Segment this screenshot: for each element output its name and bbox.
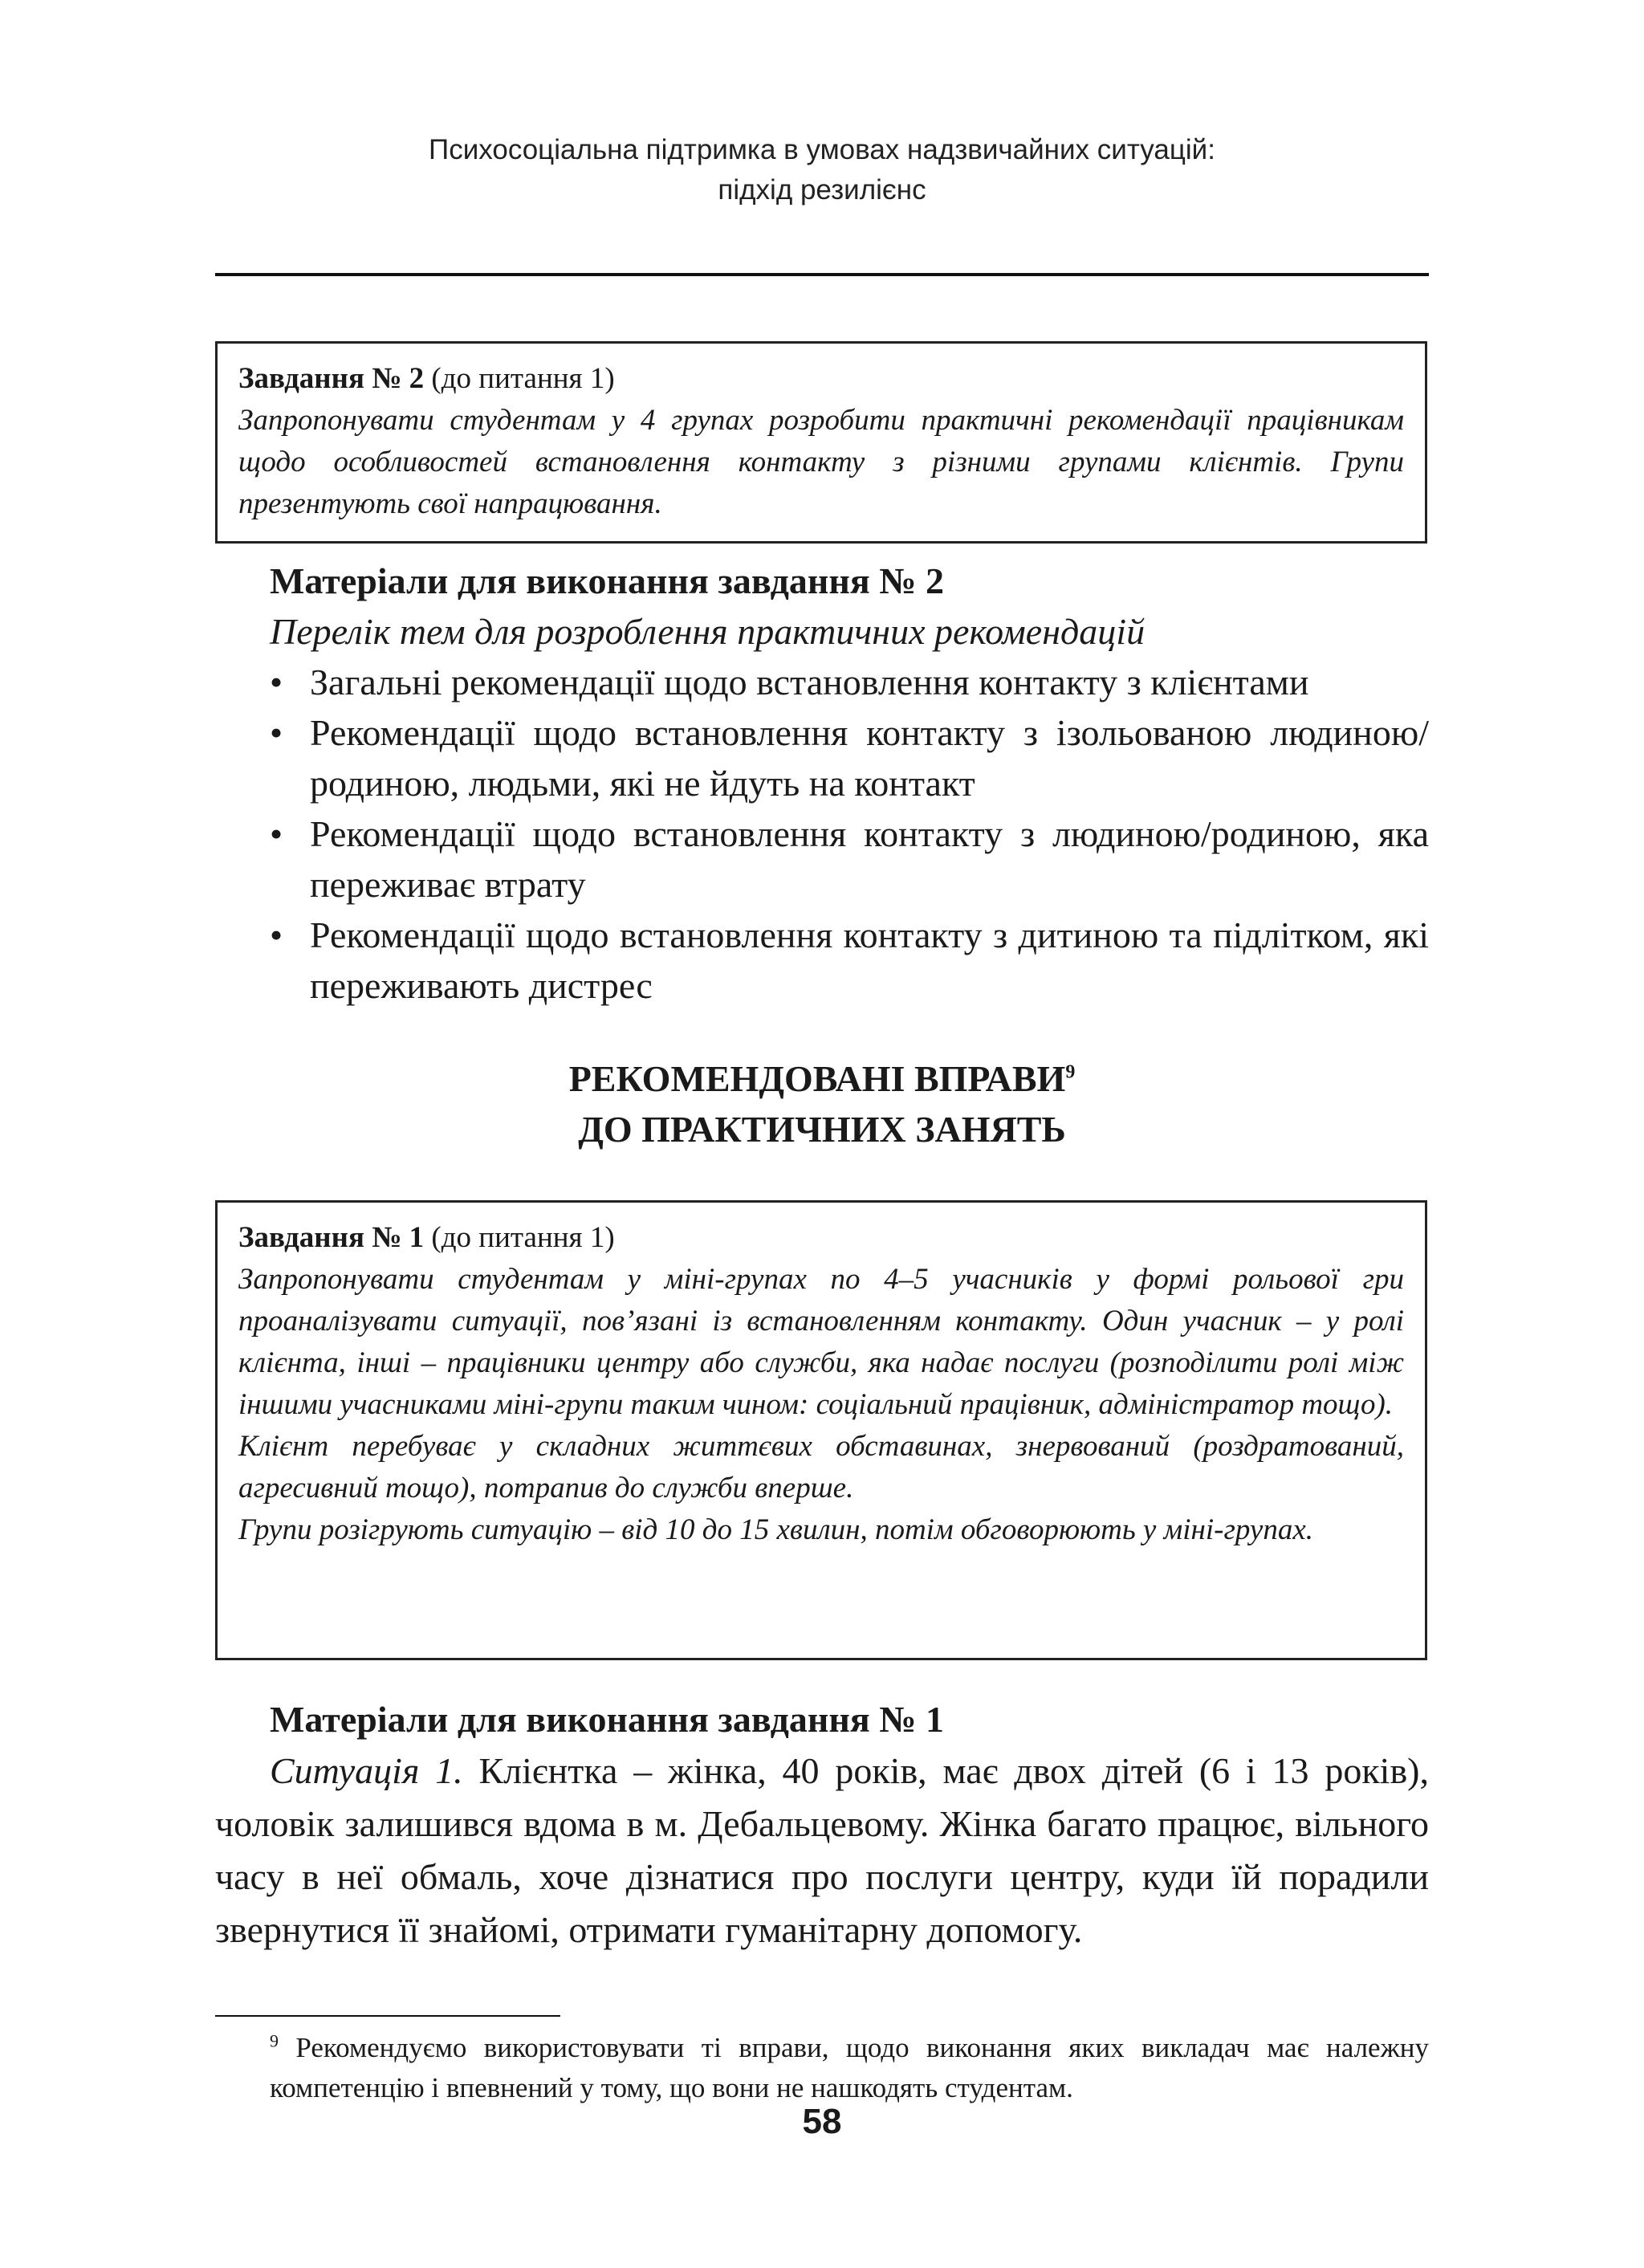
- running-header: [215, 130, 1429, 210]
- section-title-line-1: [215, 1053, 1429, 1104]
- materials-2-subtitle: Перелік тем для розроблення практичних рекомендацій: [270, 611, 1146, 652]
- section-title-line-2: ДО ПРАКТИЧНИХ ЗАНЯТЬ: [578, 1109, 1066, 1150]
- list-item: • Загальні рекомендації щодо встановлення контакту з клієнтами: [270, 657, 1429, 707]
- section-title: [215, 1053, 1429, 1154]
- footnote-divider: [215, 2015, 560, 2017]
- situation-1-paragraph: [215, 1745, 1429, 1957]
- task-1-box: [215, 1200, 1427, 1660]
- footnote: [215, 2028, 1429, 2108]
- task-2-title-rest: (до питання 1): [424, 362, 615, 395]
- situation-1-label: Ситуація 1.: [270, 1750, 463, 1791]
- materials-2-section: [270, 556, 1429, 1011]
- task-1-para-3: Групи розігрують ситуацію – від 10 до 15 хвилин, потім обговорюють у міні-групах.: [238, 1513, 1313, 1546]
- list-item: • Рекомендації щодо встановлення контакту з ізольованою людиною/родиною, людьми, які не йдуть на контакт: [270, 707, 1429, 808]
- task-2-title: [238, 358, 1404, 400]
- header-divider: [215, 273, 1429, 276]
- materials-1-section: [215, 1694, 1429, 1957]
- footnote-body: Рекомендуємо використовувати ті вправи, щодо виконання яких викладач має належну компетенцію і впевнений у тому, що вони не нашкодять студентам.: [270, 2032, 1429, 2103]
- page-number: 58: [802, 2102, 842, 2141]
- header-line-1: Психосоціальна підтримка в умовах надзвичайних ситуацій:: [429, 134, 1215, 165]
- footnote-text: [215, 2028, 1429, 2108]
- list-item: • Рекомендації щодо встановлення контакту з дитиною та підлітком, які переживають дистрес: [270, 910, 1429, 1011]
- task-1-para-2: Клієнт перебуває у складних життєвих обставинах, знервований (роздратований, агресивний тощо), потрапив до служби вперше.: [238, 1430, 1404, 1505]
- task-2-text-para: Запропонувати студентам у 4 групах розробити практичні рекомендації працівникам щодо особливостей встановлення контакту з різними групами клієнтів. Групи презентують свої напрацювання.: [238, 404, 1404, 520]
- list-item: • Рекомендації щодо встановлення контакту з людиною/родиною, яка переживає втрату: [270, 808, 1429, 910]
- task-2-text: [238, 400, 1404, 525]
- materials-2-bullet-list: [270, 657, 1429, 1011]
- task-1-title-rest: (до питання 1): [424, 1221, 615, 1254]
- task-1-text: [238, 1259, 1404, 1551]
- footnote-mark: 9: [270, 2030, 279, 2051]
- section-title-line-1-text: РЕКОМЕНДОВАНІ ВПРАВИ: [568, 1058, 1066, 1099]
- header-line-2: підхід резилієнс: [718, 174, 926, 206]
- task-1-para-1: Запропонувати студентам у міні-групах по 4–5 учасників у формі рольової гри проаналізувати ситуації, пов’язані із встановленням контакту. Один учасник – у ролі клієнта, інші – працівники центру або служби, яка надає послуги (розподілити ролі між іншими учасниками міні-групи таким чином: соціальний працівник, адміністратор тощо).: [238, 1263, 1404, 1421]
- materials-2-title: Матеріали для виконання завдання № 2: [270, 560, 944, 601]
- task-2-title-bold: Завдання № 2: [238, 362, 425, 395]
- task-1-title-bold: Завдання № 1: [238, 1221, 425, 1254]
- materials-1-title: Матеріали для виконання завдання № 1: [270, 1699, 944, 1740]
- task-2-box: [215, 341, 1427, 544]
- footnote-reference[interactable]: 9: [1065, 1061, 1076, 1083]
- situation-1-text: Клієнтка – жінка, 40 років, має двох дітей (6 і 13 років), чоловік залишився вдома в м. Дебальцевому. Жінка багато працює, вільного часу в неї обмаль, хоче дізнатися про послуги центру, куди їй порадили звернутися її знайомі, отримати гуманітарну допомогу.: [215, 1750, 1429, 1950]
- task-1-title: [238, 1217, 1404, 1259]
